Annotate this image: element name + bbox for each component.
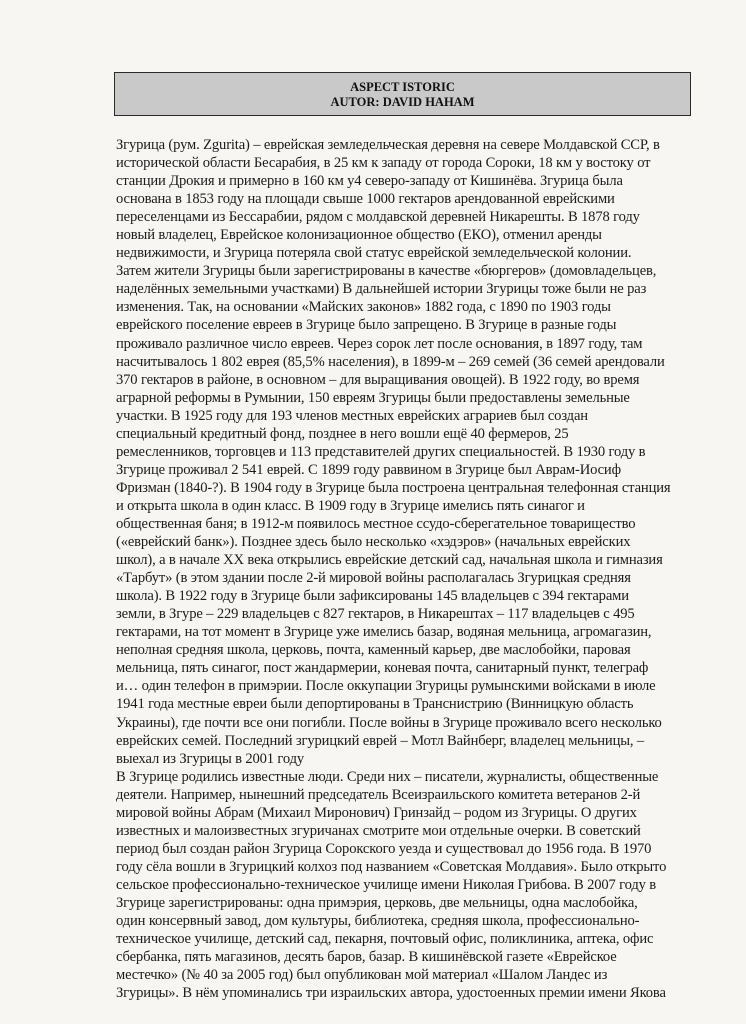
text-line: и… один телефон в примэрии. После оккупации Згурицы румынскими войсками в июле (116, 678, 656, 695)
text-line: мельница, пять синагог, пост жандармерии, коневая почта, санитарный пункт, телеграф (116, 660, 649, 677)
text-line: Згурицы». В нём упоминались три израильских автора, удостоенных премии имени Якова (116, 985, 666, 1002)
title-line: ASPECT ISTORIC (350, 80, 455, 94)
text-line: мировой войны Абрам (Михаил Миронович) Гринзайд – родом из Згурицы. О других (116, 804, 637, 821)
text-line: один консервный завод, дом культуры, библиотека, средняя школа, профессионально- (116, 913, 640, 930)
text-line: Згурица (рум. Zgurita) – еврейская земледельческая деревня на севере Молдавской ССР, в (116, 137, 660, 153)
text-line: участки. В 1925 году для 193 членов местных еврейских аграриев был создан (116, 407, 588, 424)
text-line: станции Дрокия и примерно в 160 км у4 северо-западу от Кишинёва. Згурица была (116, 173, 623, 190)
text-line: «Тарбут» (в этом здании после 2-й мировой войны располагалась Згурицкая средняя (116, 570, 631, 587)
paragraph (116, 136, 701, 768)
text-line: техническое училище, детский сад, пекарня, почтовый офис, поликлиника, аптека, офис (116, 931, 654, 948)
text-line: Згурице проживал 2 541 еврей. С 1899 году раввином в Згурице был Аврам-Иосиф (116, 461, 621, 478)
text-line: 370 гектаров в районе, в основном – для выращивания овощей). В 1922 году, во время (116, 371, 640, 388)
text-line: школ), а в начале XX века открылись еврейские детский сад, начальная школа и гимназия (116, 552, 663, 569)
paragraph (116, 768, 701, 1003)
article-body (116, 136, 701, 1002)
text-line: выехал из Згурицы в 2001 году (116, 750, 305, 767)
text-line: ремесленников, торговцев и 113 представителей других специальностей. В 1930 году в (116, 443, 646, 460)
text-line: основана в 1853 году на площади свыше 1000 гектаров арендованной еврейскими (116, 191, 615, 208)
text-line: неполная средняя школа, церковь, почта, каменный карьер, две маслобойки, паровая (116, 642, 631, 659)
text-line: сельское профессионально-техническое училище имени Николая Грибова. В 2007 году в (116, 876, 657, 893)
text-line: аграрной реформы в Румынии, 150 евреям Згурицы были предоставлены земельные (116, 389, 630, 406)
text-line: изменения. Так, на основании «Майских законов» 1882 года, с 1890 по 1903 годы (116, 299, 611, 316)
text-line: наделённых земельными участками) В дальнейшей истории Згурицы тоже были не раз (116, 281, 647, 298)
text-line: переселенцами из Бессарабии, рядом с молдавской деревней Никарешты. В 1878 году (116, 209, 640, 226)
text-line: Украины), где почти все они погибли. После войны в Згурице проживало всего несколько (116, 714, 662, 731)
text-line: 1941 года местные евреи были депортированы в Транснистрию (Винницкую область (116, 696, 634, 713)
text-line: период был создан район Згурица Сорокского уезда и существовал до 1956 года. В 1970 (116, 840, 652, 857)
text-line: проживало различное число евреев. Через сорок лет после основания, в 1897 году, там (116, 335, 643, 352)
text-line: еврейского поселение евреев в Згурице было запрещено. В Згурице в разные годы (116, 317, 617, 334)
text-line: школа). В 1922 году в Згурице были зафиксированы 145 владельцев с 394 гектарами (116, 588, 629, 605)
text-line: гектарами, на тот момент в Згурице уже имелись базар, водяная мельница, агромагазин, (116, 624, 652, 641)
text-line: («еврейский банк»). Позднее здесь было несколько «хэдэров» (начальных еврейских (116, 534, 631, 551)
text-line: сбербанка, пять магазинов, десять баров, базар. В кишинёвской газете «Еврейское (116, 949, 617, 966)
text-line: В Згурице родились известные люди. Среди них – писатели, журналисты, общественные (116, 768, 659, 785)
text-line: общественная баня; в 1912-м появилось местное ссудо-сберегательное товарищество (116, 515, 636, 532)
author-line: AUTOR: DAVID HAHAM (330, 95, 475, 109)
text-line: Затем жители Згурицы были зарегистрированы в качестве «бюргеров» (домовладельцев, (116, 263, 657, 280)
text-line: Згурице зарегистрированы: одна примэрия, церковь, две мельницы, одна маслобойка, (116, 894, 638, 911)
text-line: году сёла вошли в Згурицкий колхоз под названием «Советская Молдавия». Было открыто (116, 858, 667, 875)
text-line: недвижимости, и Згурица потеряла свой статус еврейской земледельческой колонии. (116, 245, 632, 262)
text-line: Фризман (1840-?). В 1904 году в Згурице была построена центральная телефонная станция (116, 479, 671, 496)
text-line: еврейских семей. Последний згурицкий еврей – Мотл Вайнберг, владелец мельницы, – (116, 732, 645, 749)
text-line: деятели. Например, нынешний председатель Всеизраильского комитета ветеранов 2-й (116, 786, 641, 803)
text-line: специальный кредитный фонд, позднее в него вошли ещё 40 фермеров, 25 (116, 425, 569, 442)
text-line: и открыта школа в один класс. В 1909 году в Згурице имелись пять синагог и (116, 497, 585, 514)
text-line: земли, в Згуре – 229 владельцев с 827 гектаров, в Никарештах – 117 владельцев с 495 (116, 606, 635, 623)
text-line: новый владелец, Еврейское колонизационное общество (ЕКО), отменил аренды (116, 227, 602, 244)
text-line: местечко» (№ 40 за 2005 год) был опубликован мой материал «Шалом Ландес из (116, 967, 608, 984)
text-line: насчитывалось 1 802 еврея (85,5% населения), в 1899-м – 269 семей (36 семей арендовали (116, 353, 665, 370)
title-box (114, 72, 691, 116)
text-line: исторической области Бесарабия, в 25 км к западу от города Сороки, 18 км у востоку от (116, 155, 651, 172)
text-line: известных и малоизвестных згуричанах смотрите мои отдельные очерки. В советский (116, 822, 641, 839)
